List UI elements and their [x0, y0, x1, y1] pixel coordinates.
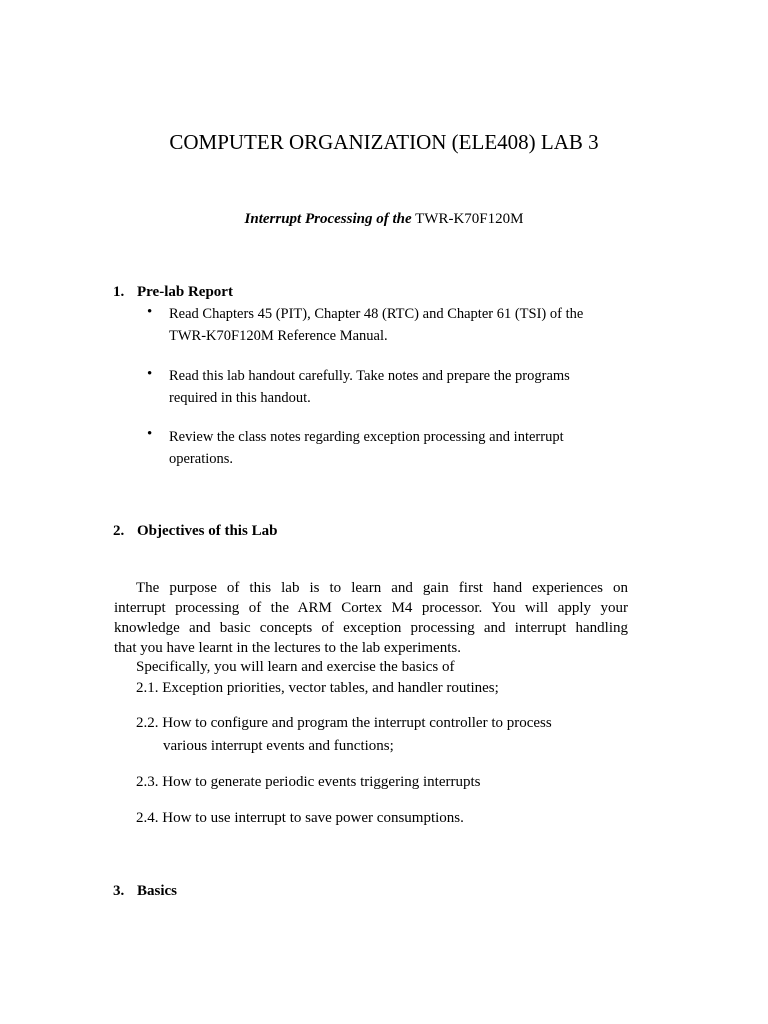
section-1-number: 1.: [113, 284, 125, 300]
bullet-icon: •: [147, 426, 153, 442]
bullet-item: [169, 303, 669, 347]
bullet-line: operations.: [169, 451, 234, 467]
bullet-item: [169, 426, 669, 470]
bullet-line: required in this handout.: [169, 390, 311, 406]
objectives-paragraph: [114, 578, 628, 658]
bullet-line: Read this lab handout carefully. Take notes and prepare the programs: [169, 368, 570, 384]
paragraph-line: knowledge and basic concepts of exception processing and interrupt handling: [114, 620, 628, 636]
bullet-icon: •: [147, 304, 153, 320]
objective-item: 2.3. How to generate periodic events triggering interrupts: [136, 774, 481, 790]
bullet-item: [169, 365, 669, 409]
document-title: COMPUTER ORGANIZATION (ELE408) LAB 3: [169, 130, 599, 154]
paragraph-line: that you have learnt in the lectures to the lab experiments.: [114, 640, 461, 656]
objective-item: 2.2. How to configure and program the interrupt controller to process: [136, 715, 552, 731]
objective-item-continuation: various interrupt events and functions;: [163, 738, 394, 754]
section-2-number: 2.: [113, 523, 125, 539]
section-3-title: Basics: [137, 883, 178, 899]
objectives-intro: Specifically, you will learn and exercise the basics of: [136, 659, 455, 675]
subtitle-emphasis: Interrupt Processing of the: [244, 211, 412, 227]
paragraph-line: The purpose of this lab is to learn and gain first hand experiences on: [136, 580, 628, 596]
objective-item: 2.4. How to use interrupt to save power consumptions.: [136, 810, 464, 826]
bullet-icon: •: [147, 366, 153, 382]
section-1-title: Pre-lab Report: [137, 284, 233, 300]
section-1-heading: [113, 284, 233, 301]
bullet-line: Read Chapters 45 (PIT), Chapter 48 (RTC) and Chapter 61 (TSI) of the: [169, 306, 584, 322]
bullet-line: TWR-K70F120M Reference Manual.: [169, 328, 388, 344]
document-subtitle: [0, 211, 768, 228]
section-3-heading: [113, 883, 177, 900]
section-2-title: Objectives of this Lab: [137, 523, 278, 539]
section-3-number: 3.: [113, 883, 125, 899]
objective-item: 2.1. Exception priorities, vector tables, and handler routines;: [136, 680, 499, 696]
section-2-heading: [113, 523, 277, 540]
bullet-line: Review the class notes regarding exception processing and interrupt: [169, 429, 564, 445]
paragraph-line: interrupt processing of the ARM Cortex M4 processor. You will apply your: [114, 600, 628, 616]
subtitle-board: TWR-K70F120M: [411, 211, 524, 227]
